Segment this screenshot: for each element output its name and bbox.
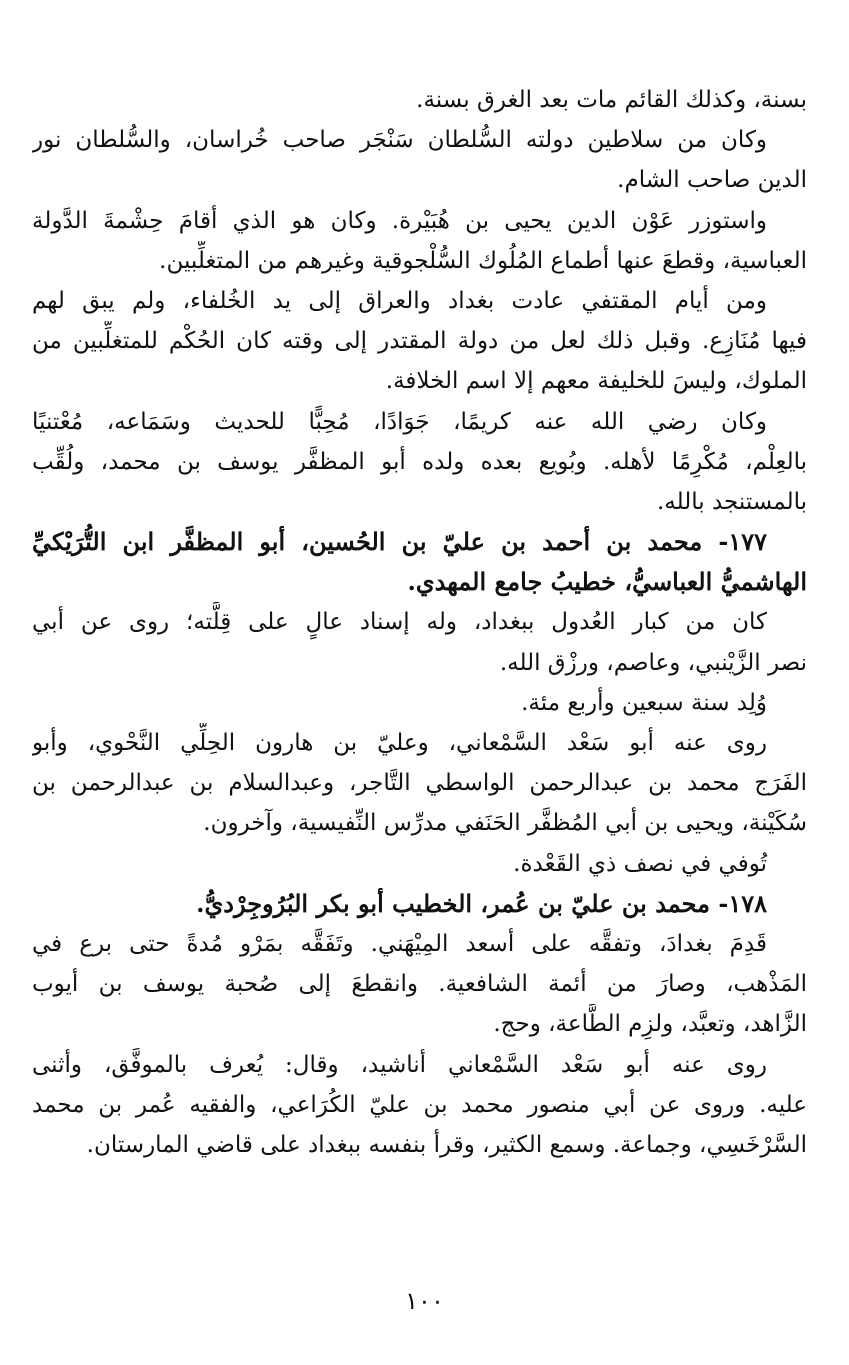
text-line: الملوك، وليسَ للخليفة معهم إلا اسم الخلافة.	[385, 368, 807, 395]
text-line: روى عنه أبو سَعْد السَّمْعاني أناشيد، وقال: يُعرف بالموفَّق، وأثنى	[32, 1051, 767, 1078]
text-line: وكان رضي الله عنه كريمًا، جَوَادًا، مُحِبًّا للحديث وسَمَاعه، مُعْتنيًا	[32, 408, 767, 435]
text-line: وُلِد سنة سبعين وأربع مئة.	[521, 689, 767, 716]
entry-heading: ١٧٨- محمد بن عليّ بن عُمر، الخطيب أبو بكر البُرُوجِرْديُّ.	[196, 888, 767, 918]
text-line: عليه. وروى عن أبي منصور محمد بن عليّ الكُرَاعي، والفقيه عُمر بن محمد	[32, 1091, 807, 1118]
text-line: ومن أيام المقتفي عادت بغداد والعراق إلى يد الخُلفاء، ولم يبق لهم	[32, 287, 767, 314]
entry-heading: ١٧٧- محمد بن أحمد بن عليّ بن الحُسين، أبو المظفَّر ابن التُّرَيْكيِّ	[32, 527, 767, 557]
text-line: نصر الزَّيْنبي، وعاصم، ورزْق الله.	[499, 649, 807, 676]
text-line: العباسية، وقطعَ عنها أطماع المُلُوك السُّلْجوقية وغيرهم من المتغلِّبين.	[159, 247, 807, 274]
text-line: المَذْهب، وصارَ من أئمة الشافعية. وانقطعَ إلى صُحبة يوسف بن أيوب	[32, 971, 807, 998]
page-body	[32, 80, 807, 1165]
text-line: وكان من سلاطين دولته السُّلطان سَنْجَر صاحب خُراسان، والسُّلطان نور	[32, 127, 767, 154]
text-line: الدين صاحب الشام.	[617, 167, 807, 194]
text-line: الفَرَج محمد بن عبدالرحمن الواسطي التَّاجر، وعبدالسلام بن عبدالرحمن بن	[32, 770, 807, 797]
page-number: ١٠٠	[405, 1287, 444, 1315]
text-line: فيها مُنَازِع. وقبل ذلك لعل من دولة المقتدر إلى وقته كان الحُكْم للمتغلِّبين من	[32, 328, 807, 355]
text-line: السَّرْخَسِي، وجماعة. وسمع الكثير، وقرأ بنفسه ببغداد على قاضي المارستان.	[86, 1131, 807, 1158]
text-line: كان من كبار العُدول ببغداد، وله إسناد عالٍ على قِلَّته؛ روى عن أبي	[32, 609, 767, 636]
text-line: بسنة، وكذلك القائم مات بعد الغرق بسنة.	[416, 87, 807, 113]
text-line: بالمستنجد بالله.	[656, 488, 807, 515]
text-line: الزَّاهد، وتعبَّد، ولزِم الطَّاعة، وحج.	[493, 1011, 807, 1038]
text-line: سُكَيْنة، ويحيى بن أبي المُظفَّر الحَنَفي مدرِّس النِّفيسية، وآخرون.	[203, 810, 807, 837]
text-line: بالعِلْم، مُكْرِمًا لأهله. وبُويع بعده ولده أبو المظفَّر يوسف بن محمد، ولُقِّب	[32, 448, 807, 475]
text-line: واستوزر عَوْن الدين يحيى بن هُبَيْرة. وكان هو الذي أقامَ حِشْمةَ الدَّولة	[32, 207, 767, 234]
text-line: قَدِمَ بغدادَ، وتفقَّه على أسعد المِيْهَني. وتَفَقَّه بمَرْو مُدةً حتى برع في	[32, 930, 767, 957]
text-line: روى عنه أبو سَعْد السَّمْعاني، وعليّ بن هارون الحِلِّي النَّحْوي، وأبو	[32, 730, 767, 756]
entry-heading: الهاشميُّ العباسيُّ، خطيبُ جامع المهدي.	[407, 567, 807, 597]
text-line: تُوفي في نصف ذي القَعْدة.	[513, 850, 767, 877]
